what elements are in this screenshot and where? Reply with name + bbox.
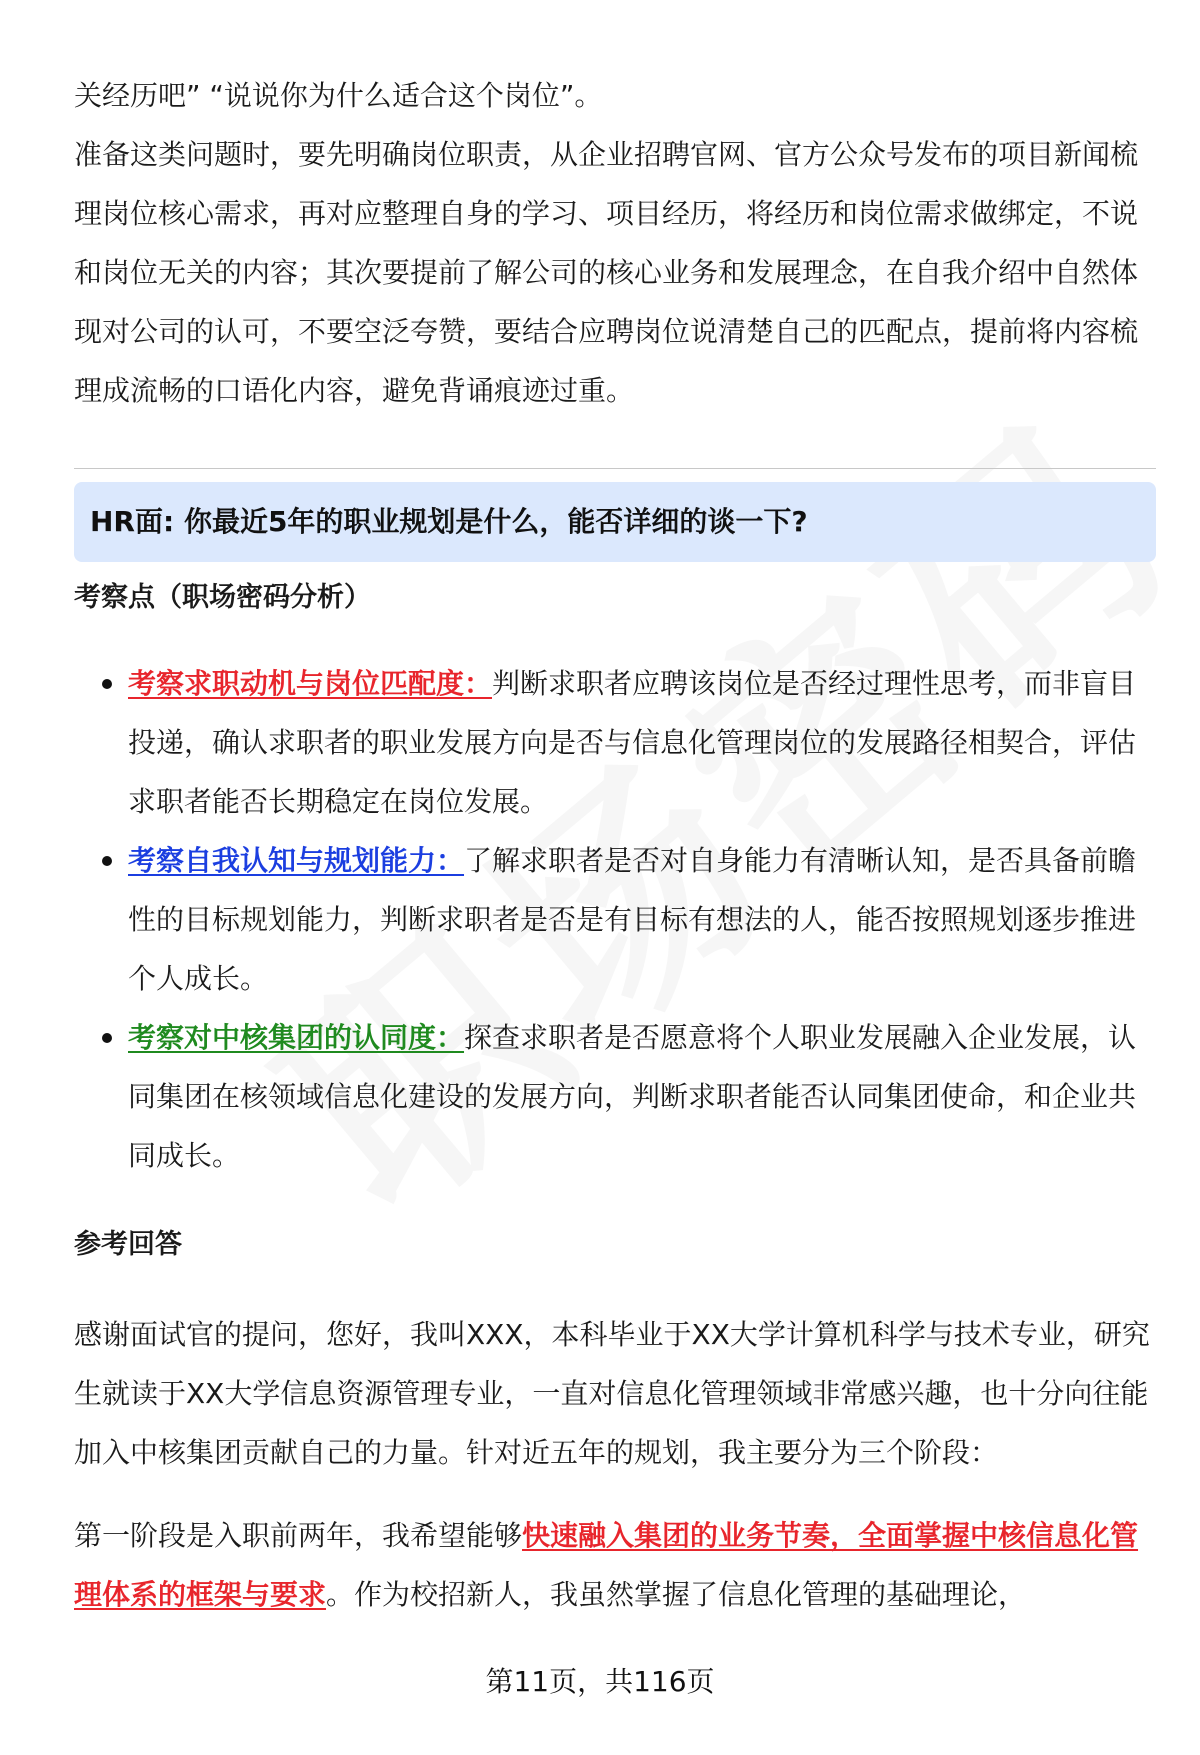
bullet-icon xyxy=(102,679,112,689)
bullet-icon xyxy=(102,856,112,866)
point-text: 探查求职者是否愿意将个人职业发展融入企业发展，认同集团在核领域信息化建设的发展方向，判断求职者能否认同集团使命，和企业共同成长。 xyxy=(128,1021,1137,1172)
answer-text: 。作为校招新人，我虽然掌握了信息化管理的基础理论， xyxy=(326,1578,1027,1611)
list-item xyxy=(74,1008,1156,1185)
page-footer: 第11页，共116页 xyxy=(485,1665,715,1698)
list-item xyxy=(74,831,1156,1008)
question-box: HR面: 你最近5年的职业规划是什么，能否详细的谈一下? xyxy=(74,482,1156,562)
list-item xyxy=(74,654,1156,831)
document-page xyxy=(74,66,1156,1624)
reference-title: 参考回答 xyxy=(74,1229,182,1260)
analysis-title: 考察点（职场密码分析） xyxy=(74,582,371,613)
bullet-icon xyxy=(102,1033,112,1043)
point-keyword: 考察对中核集团的认同度： xyxy=(128,1021,465,1054)
answer-text: 第一阶段是入职前两年，我希望能够 xyxy=(74,1519,523,1552)
point-text: 了解求职者是否对自身能力有清晰认知，是否具备前瞻性的目标规划能力，判断求职者是否是有目标有想法的人，能否按照规划逐步推进个人成长。 xyxy=(128,844,1137,995)
answer-highlight: 快速融入集团的业务节奏，全面掌握中核信息化管理体系的框架与要求 xyxy=(74,1519,1139,1611)
section-divider xyxy=(74,468,1156,469)
intro-paragraph: 准备这类问题时，要先明确岗位职责，从企业招聘官网、官方公众号发布的项目新闻梳理岗位核心需求，再对应整理自身的学习、项目经历，将经历和岗位需求做绑定，不说和岗位无关的内容；其次要提前了解公司的核心业务和发展理念，在自我介绍中自然体现对公司的认可，不要空泛夸赞，要结合应聘岗位说清楚自己的匹配点，提前将内容梳理成流畅的口语化内容，避免背诵痕迹过重。 xyxy=(74,138,1139,407)
analysis-points xyxy=(74,654,1156,1185)
point-keyword: 考察求职动机与岗位匹配度： xyxy=(128,667,493,700)
point-text: 判断求职者应聘该岗位是否经过理性思考，而非盲目投递，确认求职者的职业发展方向是否与信息化管理岗位的发展路径相契合，评估求职者能否长期稳定在岗位发展。 xyxy=(128,667,1137,818)
intro-line: 关经历吧” “说说你为什么适合这个岗位”。 xyxy=(74,79,603,112)
point-keyword: 考察自我认知与规划能力： xyxy=(128,844,465,877)
answer-paragraph-2 xyxy=(74,1506,1156,1624)
answer-paragraph-1: 感谢面试官的提问，您好，我叫XXX，本科毕业于XX大学计算机科学与技术专业，研究生就读于XX大学信息资源管理专业，一直对信息化管理领域非常感兴趣，也十分向往能加入中核集团贡献自己的力量。针对近五年的规划，我主要分为三个阶段： xyxy=(74,1318,1150,1469)
